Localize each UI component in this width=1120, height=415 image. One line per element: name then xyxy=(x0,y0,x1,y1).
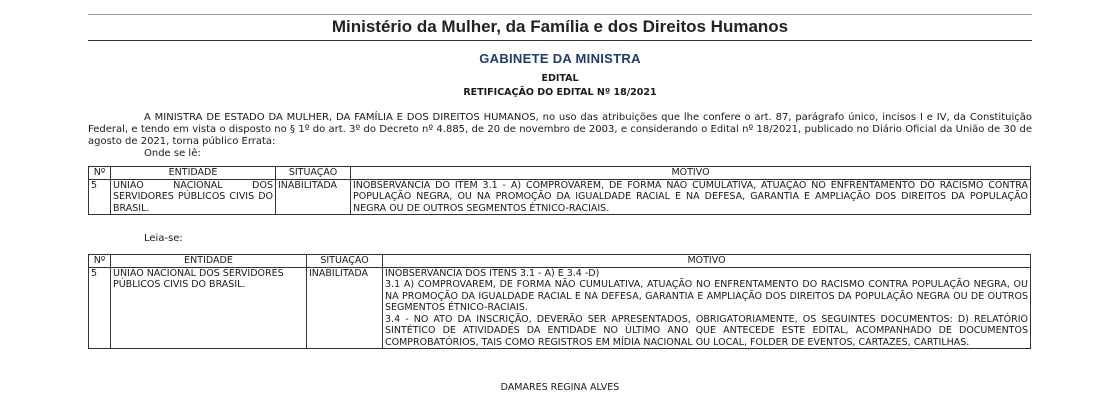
table-header-row xyxy=(89,255,1031,268)
cell-num: 5 xyxy=(89,267,111,349)
cell-entidade: UNIÃO NACIONAL DOS SERVIDORES PÚBLICOS CIVIS DO BRASIL. xyxy=(111,267,307,349)
cell-situacao: INABILITADA xyxy=(307,267,383,349)
col-header-situacao: SITUAÇÃO xyxy=(307,255,383,268)
col-header-num: Nº xyxy=(89,255,111,268)
col-header-motivo: MOTIVO xyxy=(351,167,1031,180)
cell-entidade: UNIÃO NACIONAL DOS SERVIDORES PÚBLICOS CIVIS DO BRASIL. xyxy=(111,179,276,215)
table-row xyxy=(89,267,1031,349)
onde-table xyxy=(88,166,1031,215)
table-row xyxy=(89,179,1031,215)
ministry-heading: Ministério da Mulher, da Família e dos Direitos Humanos xyxy=(331,17,789,36)
cell-situacao: INABILITADA xyxy=(276,179,351,215)
col-header-entidade: ENTIDADE xyxy=(111,255,307,268)
leia-table xyxy=(88,254,1031,349)
cell-motivo xyxy=(383,267,1031,349)
motivo-item-3-1: 3.1 A) COMPROVAREM, DE FORMA NÃO CUMULATIVA, ATUAÇÃO NO ENFRENTAMENTO DO RACISMO CONTRA POPULAÇÃO NEGRA, OU NA PROMOÇÃO DA IGUALDADE RACIAL E NA DEFESA, GARANTIA E AMPLIAÇÃO DOS DIREITOS DA POPULAÇÃO NEGRA OU DE OUTROS SEGMENTOS ÉTNICO-RACIAIS. xyxy=(385,279,1028,313)
motivo-item-3-4: 3.4 - NO ATO DA INSCRIÇÃO, DEVERÃO SER APRESENTADOS, OBRIGATORIAMENTE, OS SEGUINTES DOCUMENTOS: D) RELATÓRIO SINTÉTICO DE ATIVIDADES DA ENTIDADE NO ÚLTIMO ANO QUE ANTECEDE ESTE EDITAL, ACOMPANHADO DE DOCUMENTOS COMPROBATÓRIOS, TAIS COMO REGISTROS EM MÍDIA NACIONAL OU LOCAL, FOLDER DE EVENTOS, CARTAZES, CARTILHAS. xyxy=(385,313,1028,348)
cell-num: 5 xyxy=(89,179,111,215)
top-rule xyxy=(88,14,1032,15)
col-header-motivo: MOTIVO xyxy=(383,255,1031,268)
signature: DAMARES REGINA ALVES xyxy=(500,382,620,393)
doc-type: EDITAL xyxy=(541,73,579,84)
col-header-situacao: SITUAÇÃO xyxy=(276,167,351,180)
motivo-summary: INOBSERVÂNCIA DOS ITENS 3.1 - A) E 3.4 -D) xyxy=(385,267,600,279)
doc-title: RETIFICAÇÃO DO EDITAL Nº 18/2021 xyxy=(463,87,657,98)
table-header-row xyxy=(89,167,1031,180)
cell-motivo: INOBSERVÂNCIA DO ITEM 3.1 - A) COMPROVAREM, DE FORMA NÃO CUMULATIVA, ATUAÇÃO NO ENFRENTAMENTO DO RACISMO CONTRA POPULAÇÃO NEGRA, OU NA PROMOÇÃO DA IGUALDADE RACIAL E NA DEFESA, GARANTIA E AMPLIAÇÃO DOS DIREITOS DA POPULAÇÃO NEGRA OU DE OUTROS SEGMENTOS ÉTNICO-RACIAIS. xyxy=(351,179,1031,215)
onde-se-le-label: Onde se lê: xyxy=(144,148,201,159)
heading-rule xyxy=(88,40,1032,41)
preamble-paragraph: A MINISTRA DE ESTADO DA MULHER, DA FAMÍLIA E DOS DIREITOS HUMANOS, no uso das atribuições que lhe confere o art. 87, parágrafo único, incisos I e IV, da Constituição Federal, e tendo em vista o disposto no § 1º do art. 3º do Decreto nº 4.885, de 20 de novembro de 2003, e considerando o Edital nº 18/2021, publicado no Diário Oficial da União de 30 de agosto de 2021, torna público Errata: xyxy=(88,112,1032,147)
col-header-entidade: ENTIDADE xyxy=(111,167,276,180)
office-heading: GABINETE DA MINISTRA xyxy=(479,51,641,66)
leia-se-label: Leia-se: xyxy=(144,233,183,244)
col-header-num: Nº xyxy=(89,167,111,180)
